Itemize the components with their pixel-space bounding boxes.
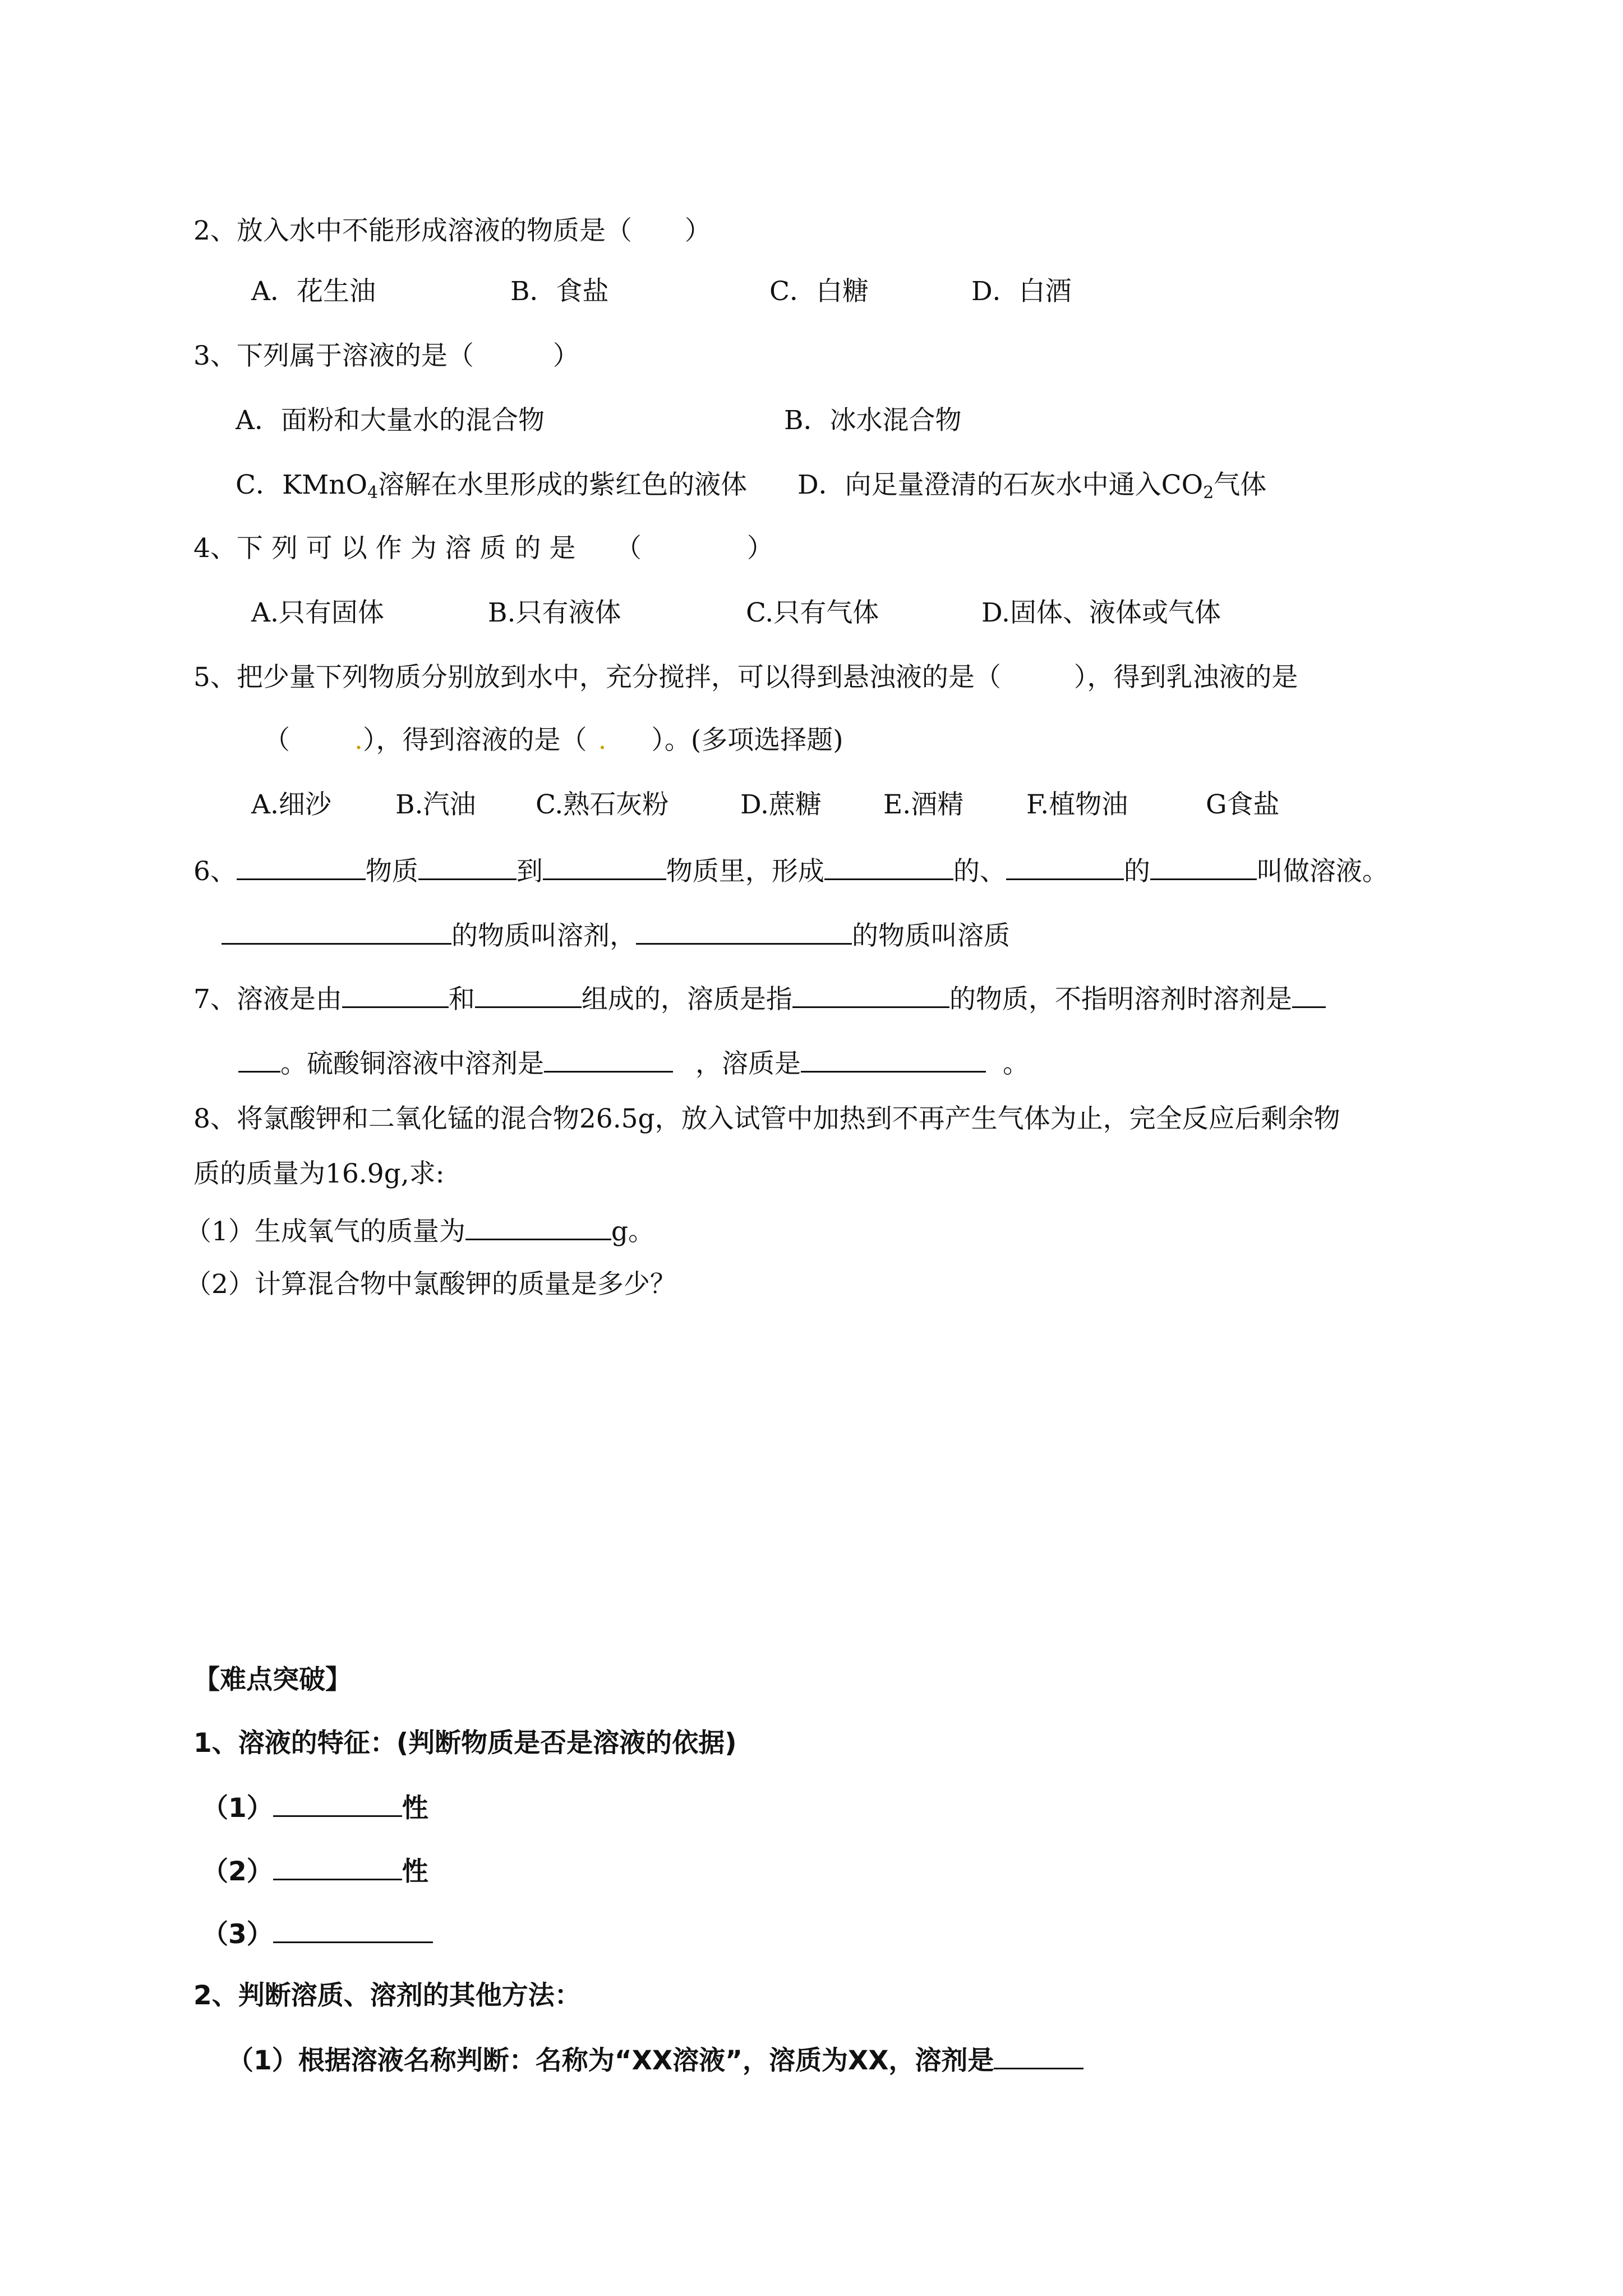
- q7-text: ，溶质是: [695, 1048, 801, 1079]
- blank[interactable]: [342, 981, 449, 1008]
- q5-text-1: 5、把少量下列物质分别放到水中，充分搅拌，可以得到悬浊液的是（: [193, 662, 1001, 693]
- blank[interactable]: [1292, 981, 1326, 1008]
- q8-sub1-text: （1）生成氧气的质量为: [185, 1216, 465, 1247]
- blank[interactable]: [273, 1853, 402, 1880]
- question-7-line-2: [238, 1045, 1029, 1081]
- feature-label: （3）: [202, 1919, 273, 1950]
- q5-option-c: C.熟石灰粉: [536, 789, 669, 820]
- q5-text-3: （: [264, 725, 290, 756]
- blank[interactable]: [792, 981, 949, 1008]
- feature-2: [202, 1853, 428, 1889]
- blank[interactable]: [237, 853, 366, 880]
- blank[interactable]: [801, 1045, 986, 1073]
- q6-text: 的: [1123, 856, 1150, 887]
- q7-text: 组成的，溶质是指: [581, 984, 792, 1015]
- question-5-line-2: [264, 724, 843, 757]
- q3-option-b: B．冰水混合物: [784, 405, 962, 436]
- blank[interactable]: [475, 981, 582, 1008]
- question-6-line-2: [222, 917, 1010, 953]
- feature-3: [202, 1916, 433, 1952]
- yellow-dot-mark: .: [598, 725, 607, 756]
- question-8-line-1: 8、将氯酸钾和二氧化锰的混合物26.5g，放入试管中加热到不再产生气体为止，完全反应后剩余物: [193, 1103, 1340, 1134]
- q7-text: 。硫酸铜溶液中溶剂是: [280, 1048, 544, 1079]
- q7-text: 7、溶液是由: [193, 984, 342, 1015]
- q3-option-c: [236, 468, 747, 502]
- q6-text: 物质里，形成: [666, 856, 824, 887]
- blank[interactable]: [994, 2042, 1083, 2069]
- q3-option-d-text: D．向足量澄清的石灰水中通入CO: [797, 470, 1204, 500]
- q3-option-d-subscript: 2: [1203, 483, 1214, 503]
- question-4-stem: 4、下 列 可 以 作 为 溶 质 的 是 （ ）: [193, 533, 773, 564]
- feature-label: （2）: [202, 1856, 273, 1887]
- blank[interactable]: [273, 1789, 402, 1817]
- difficult-item-2: 2、判断溶质、溶剂的其他方法：: [193, 1980, 581, 2011]
- method-1: [227, 2042, 1083, 2078]
- q8-subquestion-2: （2）计算混合物中氯酸钾的质量是多少？: [185, 1269, 676, 1300]
- blank[interactable]: [544, 1045, 673, 1073]
- yellow-dot-mark: .: [354, 725, 363, 756]
- q2-option-a: A．花生油: [251, 276, 376, 307]
- blank[interactable]: [418, 853, 517, 880]
- blank[interactable]: [1006, 853, 1124, 880]
- question-5-line-1: [193, 661, 1298, 694]
- q5-option-g: G食盐: [1206, 789, 1280, 820]
- feature-suffix: 性: [402, 1856, 428, 1887]
- blank[interactable]: [238, 1045, 280, 1073]
- q5-option-b: B.汽油: [395, 789, 476, 820]
- feature-1: [202, 1789, 428, 1825]
- q8-subquestion-1: [185, 1213, 654, 1249]
- blank[interactable]: [1150, 853, 1257, 880]
- blank[interactable]: [273, 1916, 433, 1943]
- q3-option-d-text-end: 气体: [1214, 470, 1267, 500]
- blank[interactable]: [222, 917, 451, 945]
- q6-text: 物质: [365, 856, 418, 887]
- q2-option-b: B．食盐: [510, 276, 609, 307]
- question-3-stem: 3、下列属于溶液的是（ ）: [193, 341, 579, 371]
- q7-text: 。: [1003, 1048, 1029, 1079]
- question-2-stem: 2、放入水中不能形成溶液的物质是（ ）: [193, 215, 711, 246]
- q5-option-a: A.细沙: [251, 789, 331, 820]
- feature-label: （1）: [202, 1793, 273, 1824]
- q5-option-f: F.植物油: [1026, 789, 1128, 820]
- q3-option-d: [797, 468, 1266, 502]
- q4-option-b: B.只有液体: [488, 597, 621, 628]
- q7-text: 和: [448, 984, 475, 1015]
- q6-text: 的物质叫溶质: [852, 921, 1010, 951]
- blank[interactable]: [824, 853, 953, 880]
- q4-option-a: A.只有固体: [251, 597, 384, 628]
- question-8-line-2: 质的质量为16.9g,求:: [193, 1158, 445, 1189]
- q5-text-5: ）。(多项选择题): [651, 725, 843, 756]
- q3-option-a: A．面粉和大量水的混合物: [236, 405, 545, 436]
- question-7-line-1: [193, 981, 1326, 1016]
- difficult-item-1: 1、溶液的特征：(判断物质是否是溶液的依据): [193, 1728, 737, 1759]
- q4-option-d: D.固体、液体或气体: [981, 597, 1221, 628]
- q6-text: 的物质叫溶剂，: [451, 921, 636, 951]
- blank[interactable]: [636, 917, 852, 945]
- q5-option-e: E.酒精: [883, 789, 964, 820]
- blank[interactable]: [465, 1213, 611, 1240]
- blank[interactable]: [543, 853, 666, 880]
- section-heading: 【难点突破】: [193, 1664, 352, 1695]
- method-1-text: （1）根据溶液名称判断：名称为“XX溶液”，溶质为XX，溶剂是: [227, 2045, 994, 2076]
- q5-option-d: D.蔗糖: [740, 789, 822, 820]
- q3-option-c-subscript: 4: [367, 483, 379, 503]
- q3-option-c-text: C．KMnO: [236, 470, 367, 500]
- q3-option-c-text-end: 溶解在水里形成的紫红色的液体: [378, 470, 748, 500]
- q5-text-2: ），得到乳浊液的是: [1073, 662, 1298, 693]
- q4-option-c: C.只有气体: [746, 597, 879, 628]
- q2-option-d: D．白酒: [971, 276, 1072, 307]
- q7-text: 的物质，不指明溶剂时溶剂是: [949, 984, 1292, 1015]
- q2-option-c: C．白糖: [769, 276, 869, 307]
- question-6-line-1: [193, 853, 1389, 889]
- q6-text: 叫做溶液。: [1256, 856, 1389, 887]
- q6-text: 的、: [953, 856, 1006, 887]
- q8-sub1-unit: g。: [611, 1216, 654, 1247]
- q6-number: 6、: [193, 856, 237, 887]
- q5-text-4: ），得到溶液的是（: [362, 725, 587, 756]
- feature-suffix: 性: [402, 1793, 428, 1824]
- q6-text: 到: [516, 856, 543, 887]
